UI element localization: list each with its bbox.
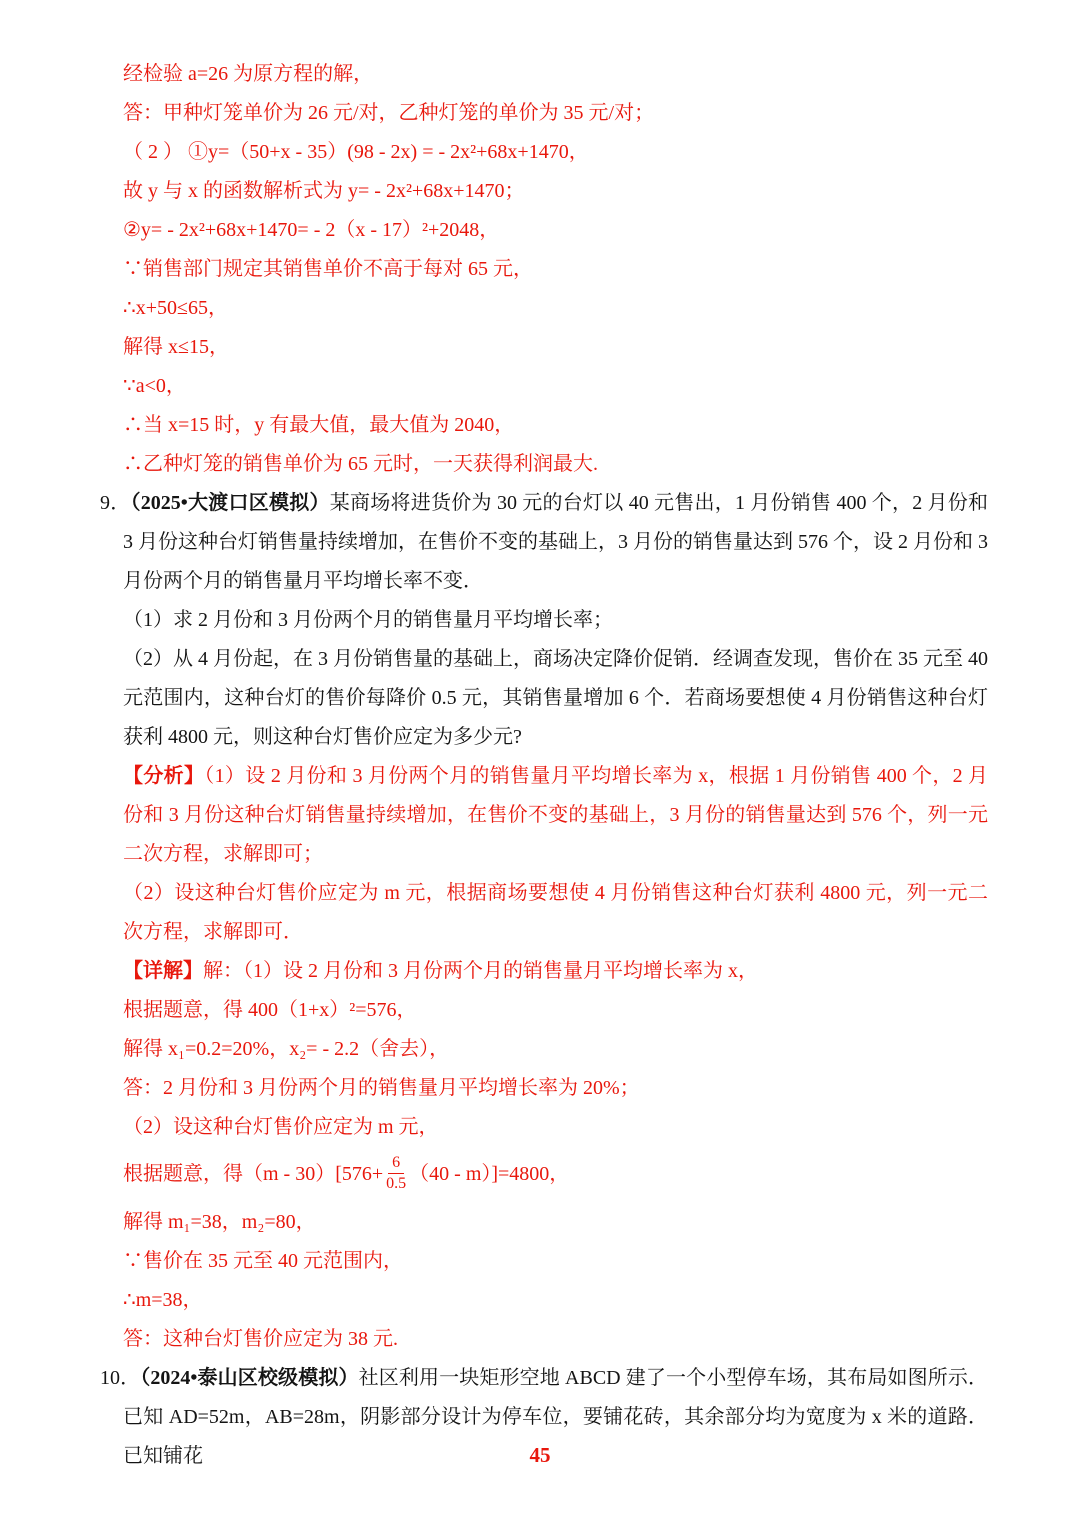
text-span: （40 - m）]=4800， — [409, 1163, 570, 1185]
text-span: 解：（1）设 2 月份和 3 月份两个月的销售量月平均增长率为 x， — [203, 960, 758, 982]
text-span: 答：2 月份和 3 月份两个月的销售量月平均增长率为 20%； — [123, 1077, 640, 1099]
text-span: 解得 x≤15， — [123, 336, 229, 358]
text-span: 答：这种台灯售价应定为 38 元. — [123, 1328, 398, 1351]
text-span: 10． — [100, 1367, 141, 1390]
text-span: （ 2 ） ①y=（50+x - 35）(98 - 2x) = - 2x²+68x+1470， — [123, 141, 589, 163]
text-line — [123, 1320, 988, 1359]
text-span: （2）从 4 月份起，在 3 月份销售量的基础上，商场决定降价促销．经调查发现，售价在 35 元至 40 元范围内，这种台灯的售价每降价 0.5 元，其销售量增加 6 个．若商场要想使 4 月份销售这种台灯获利 4800 元，则这种台灯售价应定为多少元? — [123, 648, 988, 748]
bold-text: （2025•大渡口区模拟） — [130, 492, 330, 514]
text-span: 解得 m₁=38，m₂=80， — [123, 1211, 316, 1234]
text-line — [123, 172, 988, 211]
text-line — [123, 289, 988, 328]
text-line — [123, 55, 988, 94]
text-line — [123, 952, 988, 991]
fraction — [386, 1154, 406, 1194]
text-span: ∵a<0， — [123, 375, 186, 397]
text-span: 经检验 a=26 为原方程的解， — [123, 63, 374, 85]
text-line — [123, 1242, 988, 1281]
bold-text: 【分析】 — [123, 765, 205, 787]
paragraph — [123, 640, 988, 757]
text-span: （2）设这种台灯售价应定为 m 元，根据商场要想使 4 月份销售这种台灯获利 4800 元，列一元二次方程，求解即可． — [123, 882, 988, 943]
text-line — [123, 1147, 988, 1203]
bold-text: 【详解】 — [123, 960, 203, 982]
text-span: ∴乙种灯笼的销售单价为 65 元时，一天获得利润最大. — [123, 453, 598, 475]
text-span: 答：甲种灯笼单价为 26 元/对，乙种灯笼的单价为 35 元/对； — [123, 102, 655, 124]
page-number: 45 — [529, 1443, 551, 1467]
text-span: 某商场将进货价为 30 元的台灯以 40 元售出，1 月份销售 400 个，2 月份和 3 月份这种台灯销售量持续增加，在售价不变的基础上，3 月份的销售量达到 576 个，设 2 月份和 3 月份两个月的销售量月平均增长率不变． — [123, 492, 988, 592]
text-line — [123, 133, 988, 172]
fraction-denominator: 0.5 — [386, 1174, 407, 1192]
text-line — [123, 601, 988, 640]
text-span: 解得 x₁=0.2=20%，x₂= - 2.2（舍去）， — [123, 1038, 450, 1060]
text-span: 故 y 与 x 的函数解析式为 y= - 2x²+68x+1470； — [123, 180, 525, 202]
text-line — [123, 250, 988, 289]
text-span: ∵销售部门规定其销售单价不高于每对 65 元， — [123, 258, 533, 280]
text-span: ②y= - 2x²+68x+1470= - 2（x - 17）²+2048， — [123, 219, 500, 241]
text-span: 根据题意，得（m - 30）[576+ — [123, 1163, 384, 1185]
paragraph — [123, 757, 988, 874]
text-span: 社区利用一块矩形空地 ABCD 建了一个小型停车场，其布局如图所示．已知 AD=52m，AB=28m，阴影部分设计为停车位，要铺花砖，其余部分均为宽度为 x 米的道路．已知铺花 — [123, 1367, 988, 1468]
text-line — [123, 445, 988, 484]
text-span: （1）求 2 月份和 3 月份两个月的销售量月平均增长率； — [123, 609, 613, 631]
text-span: ∴m=38， — [123, 1289, 203, 1312]
text-span: 根据题意，得 400（1+x）²=576， — [123, 999, 417, 1021]
text-span: ∴当 x=15 时，y 有最大值，最大值为 2040， — [123, 414, 515, 436]
text-line — [123, 1203, 988, 1242]
bold-text: （2024•泰山区校级模拟） — [140, 1367, 359, 1390]
text-line — [123, 367, 988, 406]
text-line — [123, 1108, 988, 1147]
text-line — [123, 1030, 988, 1069]
paragraph — [100, 484, 988, 601]
text-span: （1）设 2 月份和 3 月份两个月的销售量月平均增长率为 x，根据 1 月份销售 400 个，2 月份和 3 月份这种台灯销售量持续增加，在售价不变的基础上，3 月份的销售量达到 576 个，列一元二次方程，求解即可； — [123, 765, 989, 865]
text-line — [123, 1281, 988, 1320]
text-line — [123, 1069, 988, 1108]
text-line — [123, 94, 988, 133]
text-line — [123, 406, 988, 445]
document-content — [100, 55, 988, 1476]
fraction-numerator: 6 — [388, 1154, 404, 1174]
text-line — [123, 328, 988, 367]
text-span: ∵售价在 35 元至 40 元范围内， — [123, 1250, 403, 1273]
paragraph — [123, 874, 988, 952]
text-span: 9． — [100, 492, 131, 514]
text-span: （2）设这种台灯售价应定为 m 元， — [123, 1116, 439, 1138]
text-line — [123, 991, 988, 1030]
text-span: ∴x+50≤65， — [123, 297, 228, 319]
text-line — [123, 211, 988, 250]
